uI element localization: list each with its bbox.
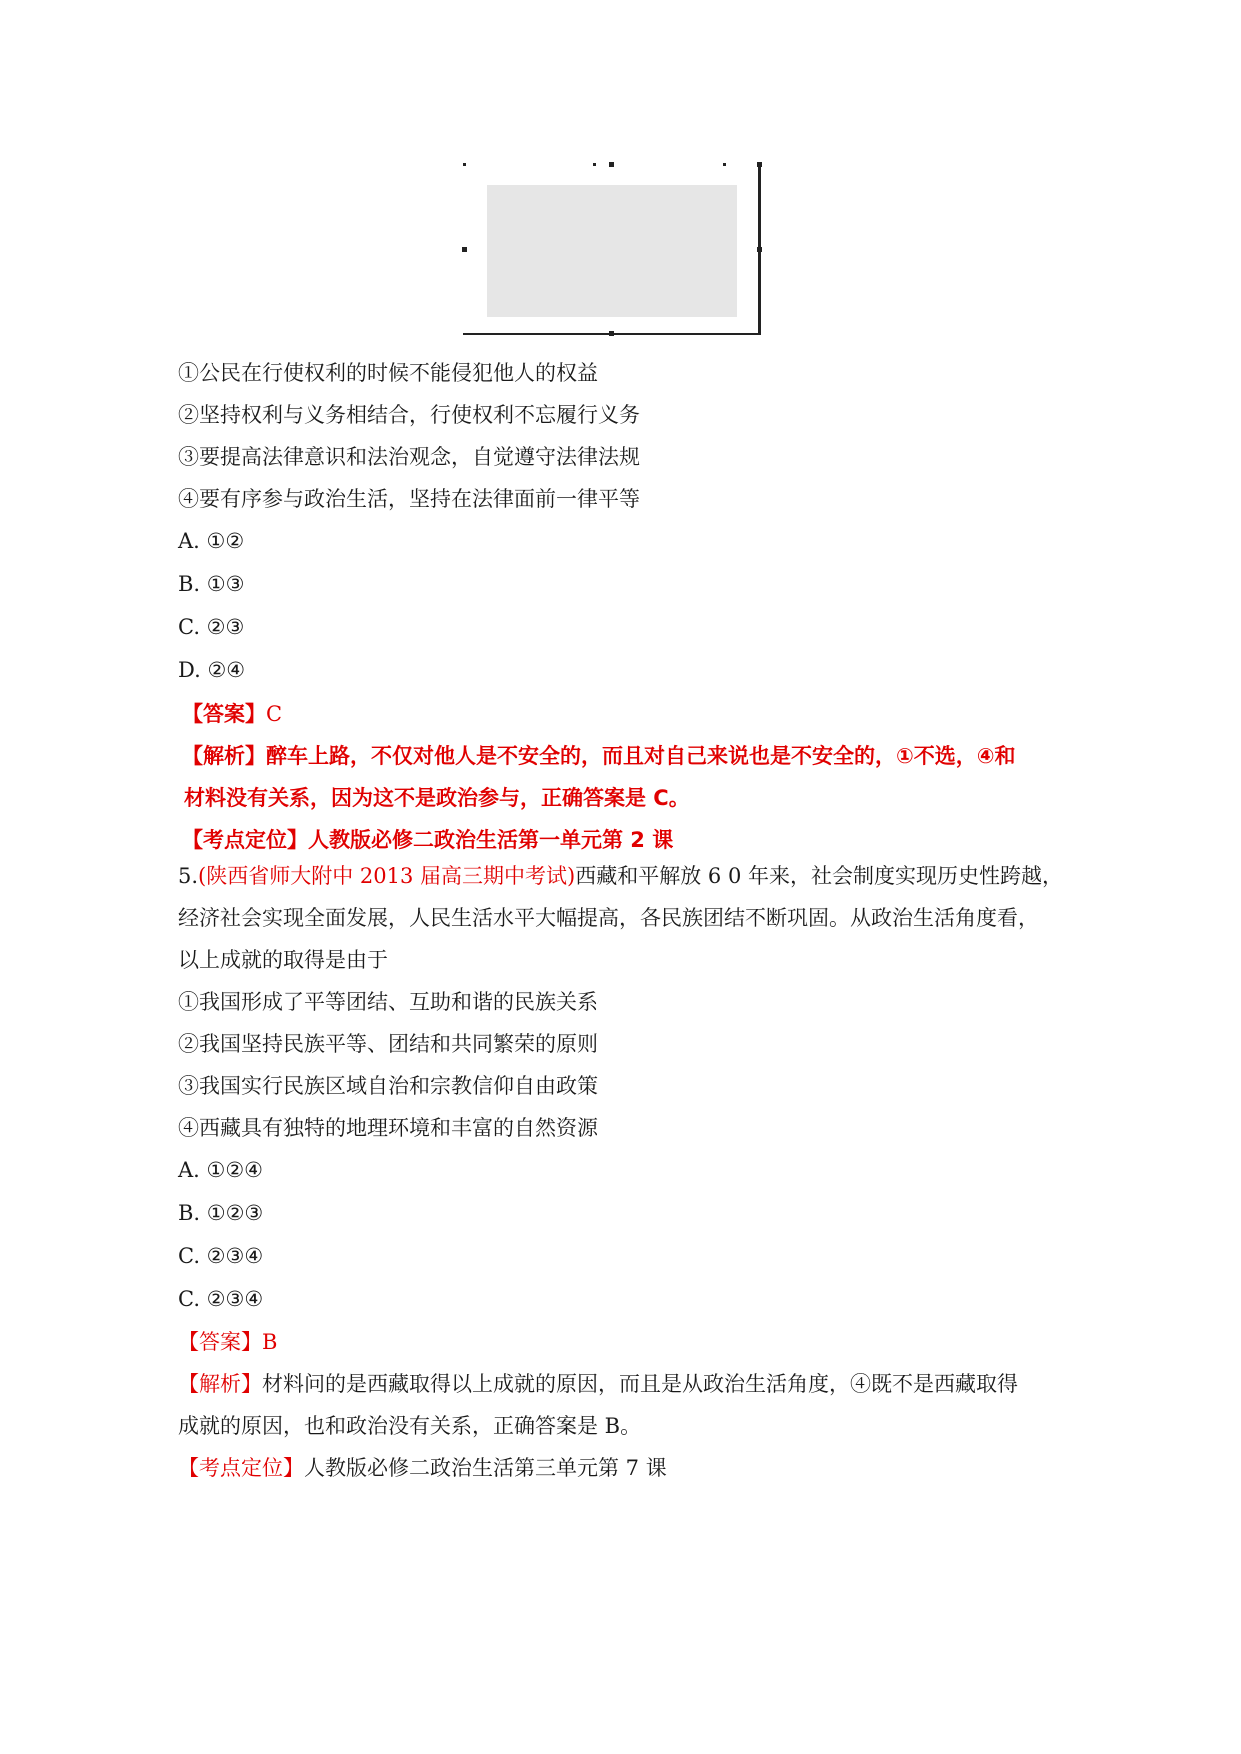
q5-option-a: A. ①②④: [178, 1158, 263, 1182]
q4-option-d: D. ②④: [178, 658, 246, 682]
q5-answer: [178, 1328, 277, 1356]
point-label: 【考点定位】: [178, 1456, 304, 1480]
point-text: 人教版必修二政治生活第三单元第 7 课: [304, 1456, 667, 1480]
analysis-label: 【解析】: [182, 744, 266, 768]
answer-label: 【答案】: [178, 1330, 262, 1354]
cartoon-image[interactable]: [463, 163, 761, 335]
question-source: (陕西省师大附中 2013 届高三期中考试): [198, 864, 576, 888]
cartoon-illustration: [467, 167, 754, 331]
q4-option-c: C. ②③: [178, 615, 245, 639]
q5-statement-1: ①我国形成了平等团结、互助和谐的民族关系: [178, 990, 598, 1014]
q4-analysis-line-2: 材料没有关系，因为这不是政治参与，正确答案是 C。: [184, 786, 690, 810]
point-label: 【考点定位】: [182, 828, 308, 852]
stem-text: 西藏和平解放 6 0 年来，社会制度实现历史性跨越，: [575, 864, 1063, 888]
answer-value: B: [262, 1330, 278, 1354]
point-text: 人教版必修二政治生活第一单元第 2 课: [308, 828, 674, 852]
q4-statement-1: ①公民在行使权利的时候不能侵犯他人的权益: [178, 361, 598, 385]
analysis-label: 【解析】: [178, 1372, 262, 1396]
resize-handle[interactable]: [757, 247, 762, 252]
q5-statement-3: ③我国实行民族区域自治和宗教信仰自由政策: [178, 1074, 598, 1098]
q4-statement-4: ④要有序参与政治生活，坚持在法律面前一律平等: [178, 487, 640, 511]
q5-statement-4: ④西藏具有独特的地理环境和丰富的自然资源: [178, 1116, 598, 1140]
q4-statement-2: ②坚持权利与义务相结合，行使权利不忘履行义务: [178, 403, 640, 427]
q5-stem-line-1: [178, 862, 1063, 890]
resize-handle[interactable]: [609, 331, 614, 336]
q4-statement-3: ③要提高法律意识和法治观念，自觉遵守法律法规: [178, 445, 640, 469]
q4-option-b: B. ①③: [178, 572, 245, 596]
q5-option-c: C. ②③④: [178, 1244, 264, 1268]
q5-point: [178, 1454, 667, 1482]
image-selection-edge: [463, 163, 466, 166]
q4-answer: [182, 700, 282, 728]
q4-option-a: A. ①②: [178, 529, 245, 553]
q4-analysis-line-1: [182, 742, 1016, 770]
q4-point: [182, 826, 673, 854]
q5-analysis-line-2: 成就的原因，也和政治没有关系，正确答案是 B。: [178, 1414, 642, 1438]
q5-analysis-line-1: [178, 1370, 1018, 1398]
q5-statement-2: ②我国坚持民族平等、团结和共同繁荣的原则: [178, 1032, 598, 1056]
resize-handle[interactable]: [757, 162, 762, 167]
question-number: 5.: [178, 864, 199, 888]
answer-value: C: [266, 702, 283, 726]
q5-option-b: B. ①②③: [178, 1201, 264, 1225]
q5-option-d: C. ②③④: [178, 1287, 264, 1311]
analysis-text: 醉车上路，不仅对他人是不安全的，而且对自己来说也是不安全的，①不选，④和: [266, 744, 1016, 768]
analysis-text: 材料问的是西藏取得以上成就的原因，而且是从政治生活角度，④既不是西藏取得: [262, 1372, 1018, 1396]
q5-stem-line-2: 经济社会实现全面发展，人民生活水平大幅提高，各民族团结不断巩固。从政治生活角度看，: [178, 906, 1039, 930]
answer-label: 【答案】: [182, 702, 266, 726]
q5-stem-line-3: 以上成就的取得是由于: [178, 948, 388, 972]
